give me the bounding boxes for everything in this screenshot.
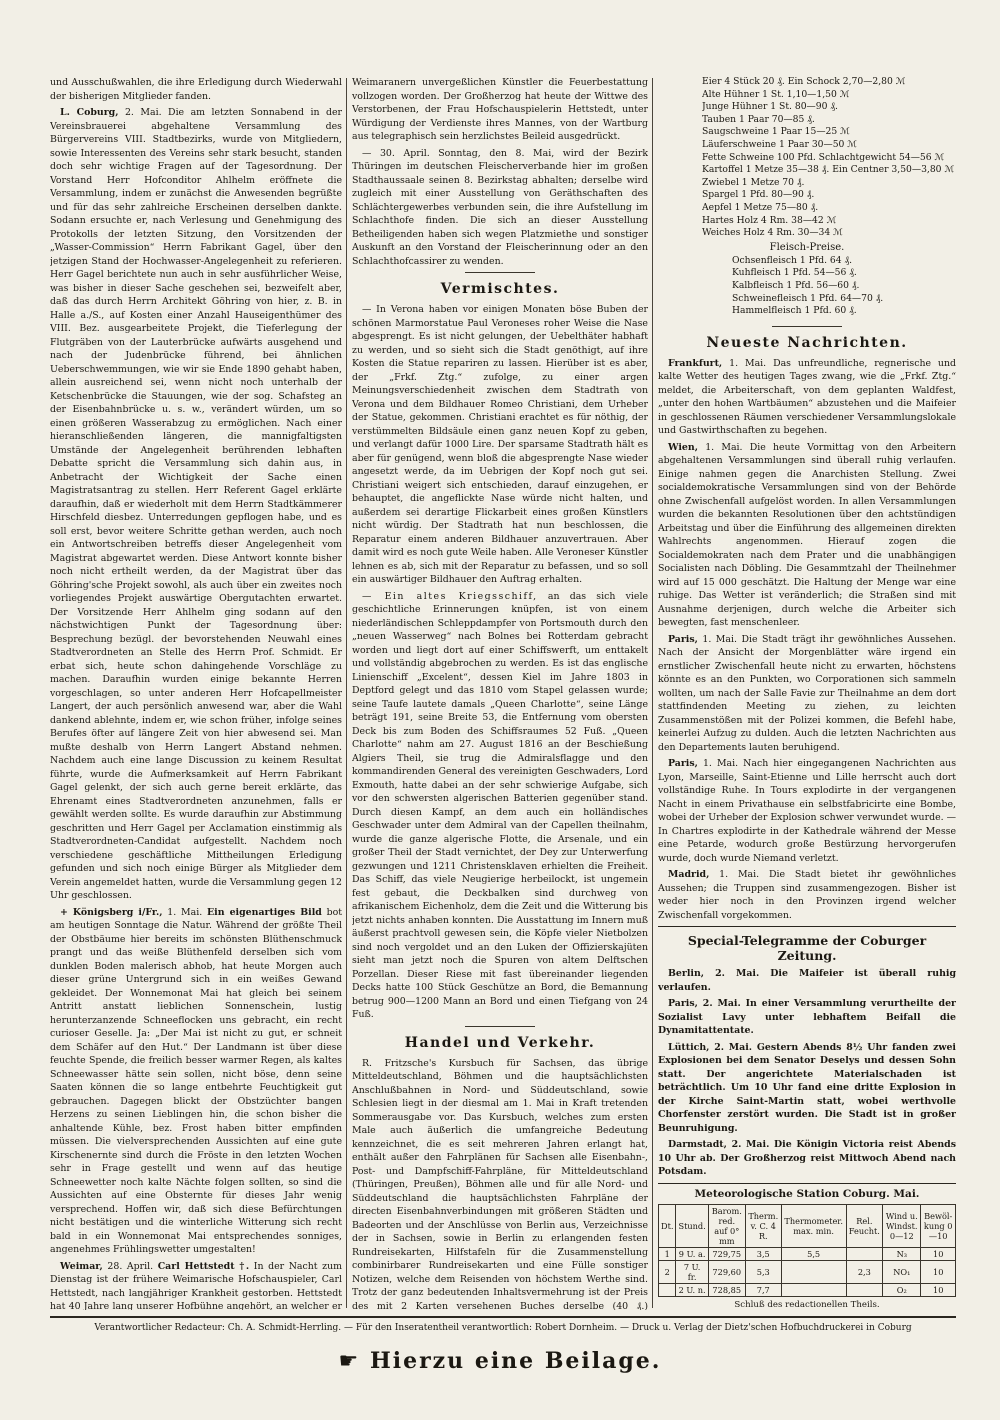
- table-cell: 7,7: [745, 1283, 781, 1296]
- supplement-text: Hierzu eine Beilage.: [369, 1348, 662, 1374]
- list-item: Weiches Holz 4 Rm. 30—34 ℳ: [702, 227, 843, 239]
- table-cell: 10: [921, 1247, 956, 1260]
- table-cell: 7 U. fr.: [676, 1260, 708, 1283]
- dateline-date: 1. Mai.: [167, 906, 203, 918]
- table-cell: 10: [921, 1260, 956, 1283]
- article-verona: — In Verona haben vor einigen Monaten böse Buben der schönen Marmorstatue Paul Veroneses roher Weise die Nase abgesprengt. Es ist nicht gelungen, der Uebelthäter habhaft zu werden, und so sieht sich die Stadt genöthigt, auf ihre Kosten die Statue repariren zu lassen. Hierüber ist es aber, der „Frkf. Ztg.“ zufolge, zu einer argen Meinungsverschiedenheit zwischen dem Stadtrath von Verona und dem Bildhauer Romeo Christiani, dem Urheber der Statue, gekommen. Christiani erachtet es für nöthig, der verstümmelten Bildsäule einen ganz neuen Kopf zu geben, und verlangt dafür 1000 Lire. Der sparsame Stadtrath hält es aber für genügend, wenn bloß die abgesprengte Nase wieder angesetzt werde, da im Uebrigen der Kopf noch gut sei. Christiani weigert sich entschieden, darauf einzugehen, er behauptet, die angeflickte Nase würde nicht halten, und außerdem sei derartige Flickarbeit eines großen Künstlers nicht würdig. Der Stadtrath hat nun beschlossen, die Reparatur einem anderen Bildhauer anzuvertrauen. Aber damit wird es noch gute Weile haben. Alle Veroneser Künstler lehnen es ab, sich mit der Reparatur zu befassen, und so soll ein auswärtiger Bildhauer den Auftrag erhalten.: [352, 304, 648, 585]
- weather-station-title: Meteorologische Station Coburg. Mai.: [694, 1187, 920, 1200]
- editorial-close-note: Schluß des redactionellen Theils.: [734, 1299, 880, 1310]
- meat-prices-list: [658, 255, 956, 318]
- table-header: Stund.: [676, 1204, 708, 1247]
- news-body: Die heute Vormittag von den Arbeitern abgehaltenen Versammlungen sind überall ruhig verlaufen. Einige nahmen gegen die Anarchisten Stellung. Zwei socialdemokratische Versammlungen sind von der Behörde ohne Zwischenfall aufgelöst worden. In allen Versammlungen wurden die bekannten Resolutionen über den achtstündigen Arbeitstag und über die Einführung des allgemeinen direkten Wahlrechts angenommen. Hierauf zogen die Socialdemokraten nach dem Prater und die unabhängigen Socialisten nach Döbling. Die Gesammtzahl der Theilnehmer wird auf 15 000 geschätzt. Die Haltung der Menge war eine ruhige. Das Wetter ist veränderlich; die Straßen sind mit Ausnahme derjenigen, durch welche die Arbeiter sich bewegten, fast menschenleer.: [658, 441, 956, 629]
- list-item: Läuferschweine 1 Paar 30—50 ℳ: [702, 138, 858, 150]
- table-cell: 9 U. a.: [676, 1247, 708, 1260]
- table-cell: [781, 1283, 846, 1296]
- imprint-line: Verantwortlicher Redacteur: Ch. A. Schmidt-Herrling. — Für den Inseratentheil verantwortlich: Robert Dornheim. — Druck u. Verlag der Dietz'schen Hofbuchdruckerei in Coburg: [94, 1323, 912, 1333]
- dateline-date: 1. Mai.: [705, 441, 743, 453]
- table-header: Wind u. Windst. 0—12: [883, 1204, 921, 1247]
- article-weimar: [50, 1260, 342, 1311]
- table-header: Thermometer. max. min.: [781, 1204, 846, 1247]
- section-heading-handel: Handel und Verkehr.: [404, 1034, 596, 1051]
- table-cell: 1: [659, 1247, 676, 1260]
- list-item: Kalbfleisch 1 Pfd. 56—60 ₰.: [732, 279, 860, 291]
- table-header: Therm. v. C. 4 R.: [745, 1204, 781, 1247]
- supplement-notice: [300, 1348, 700, 1374]
- article-text: Weimaranern unvergeßlichen Künstler die Feuerbestattung vollzogen worden. Der Großherzog hat heute der Wittwe des Verstorbenen, der Frau Hofschauspielerin Hettstedt, unter Würdigung der Verdienste ihres Mannes, von der Wartburg aus telegraphisch sein herzlichstes Beileid ausgedrückt.: [352, 77, 648, 142]
- table-row: [659, 1260, 956, 1283]
- list-item: Tauben 1 Paar 70—85 ₰.: [702, 113, 815, 125]
- meat-prices-title: Fleisch-Preise.: [769, 241, 845, 253]
- article-text: — 30. April. Sonntag, den 8. Mai, wird der Bezirk Thüringen im deutschen Fleischerverbande hier im großen Stadthaussaale seinen 8. Bezirkstag abhalten; derselbe wird zugleich mit einer Ausstellung von Geräthschaften des Schlächtergewerbes verbunden sein, die ihre Aufstellung im Schlachthofe finden. Die sich an dieser Ausstellung Betheiligenden haben sich wegen Platzmiethe und sonstiger Auskunft an den Vorstand der Fleischerinnung oder an den Schlachthofcassirer zu wenden.: [352, 147, 648, 267]
- table-cell: 10: [921, 1283, 956, 1296]
- dateline-date: 2. Mai.: [124, 107, 162, 118]
- column-left: [50, 76, 342, 1310]
- table-row: [659, 1247, 956, 1260]
- list-item: Kartoffel 1 Metze 35—38 ₰. Ein Centner 3,50—3,80 ℳ: [702, 164, 955, 176]
- dateline-date: 1. Mai.: [719, 869, 760, 881]
- dateline-date: 1. Mai.: [702, 633, 737, 645]
- telegram-darmstadt: Darmstadt, 2. Mai. Die Königin Victoria reist Abends 10 Uhr ab. Der Großherzog reist Mittwoch Abend nach Potsdam.: [658, 1139, 956, 1178]
- list-item: Fette Schweine 100 Pfd. Schlachtgewicht 54—56 ℳ: [702, 151, 945, 163]
- table-cell: N₃: [883, 1247, 921, 1260]
- news-wien: [658, 441, 956, 630]
- article-coburg: [50, 106, 342, 903]
- news-paris: [658, 633, 956, 755]
- article-body: In der Nacht zum Dienstag ist der frühere Weimarische Hofschauspieler, Carl Hettstedt, nach langjähriger Krankheit gestorben. Hettstedt hat 40 Jahre lang unserer Hofbühne angehört, an welcher er: [50, 1260, 342, 1310]
- weather-table: [658, 1204, 956, 1297]
- news-body: Nach hier eingegangenen Nachrichten aus Lyon, Marseille, Saint-Etienne und Lille herrscht auch dort vollständige Ruhe. In Tours explodirte in der vergangenen Nacht in einem Privathause ein selbstfabricirte eine Bombe, wobei der Urheber der Explosion schwer verwundet wurde. — In Chartres explodirte in der Kathedrale während der Messe eine Petarde, wodurch große Bestürzung hervorgerufen wurde, doch wurde Niemand verletzt.: [658, 758, 956, 864]
- list-item: Junge Hühner 1 St. 80—90 ₰.: [702, 101, 838, 113]
- table-cell: 2 U. n.: [676, 1283, 708, 1296]
- table-cell: [846, 1247, 883, 1260]
- pointing-hand-icon: ☛: [338, 1349, 361, 1374]
- list-item: Aepfel 1 Metze 75—80 ₰.: [702, 201, 819, 213]
- list-item: Saugschweine 1 Paar 15—25 ℳ: [702, 126, 850, 138]
- footer-rule: [50, 1316, 956, 1318]
- column-right: [658, 76, 956, 1310]
- section-rule: [658, 1183, 956, 1184]
- article-body: bot am heutigen Sonntage die Natur. Während der größte Theil der Obstbäume hier bereits im schönsten Blüthenschmuck prangt und das weiße Blüthenfeld derselben sich vom dunklen Boden malerisch abhob, hat heute Morgen auch dieser grüne Untergrund sich in ein weißes Gewand gekleidet. Der Wonnemonat Mai hat gleich bei seinem Antritt anstatt lieblichen Sonnenschein, lustig herunterzanzende Schneeflocken uns gebracht, ein recht curioser Geselle. Ja: „Der Mai ist nicht zu gut, er schneit dem Schäfer auf den Hut.“ Der Landmann ist über diese feuchte Spende, die freilich besser warmer Regen, als kaltes Schneewasser hätte sein sollen, nicht böse, denn seine Saaten können die so lange entbehrte Feuchtigkeit gut gebrauchen. Dagegen blickt der Obstzüchter bangen Herzens zu seinen Lieblingen hin, die schon bisher die anhaltende Kühle, bez. Frost haben bitter empfinden müssen. Die vielversprechenden Aussichten auf eine gute Kirschenernte sind durch die Fröste in den letzten Wochen sehr in Frage gestellt und wenn auf das heutige Schneewetter noch kalte Nächte folgen sollten, so sind die Aussichten auf eine Obsternte für dieses Jahr wenig versprechend. Hoffen wir, daß sich diese Befürchtungen nicht bestätigen und die winterliche Witterung sich recht bald in ein Wonnemonat Mai entsprechendes sonniges, angenehmes Frühlingswetter umgestalten!: [50, 906, 342, 1255]
- column-divider: [652, 78, 653, 1308]
- list-item: Schweinefleisch 1 Pfd. 64—70 ₰.: [732, 292, 884, 304]
- table-cell: O₂: [883, 1283, 921, 1296]
- list-item: Ochsenfleisch 1 Pfd. 64 ₰.: [732, 254, 853, 266]
- news-frankfurt: [658, 357, 956, 438]
- dateline-place: Paris,: [668, 633, 698, 645]
- table-cell: 3,5: [745, 1247, 781, 1260]
- telegram-heading: Special-Telegramme der Coburger Zeitung.: [687, 933, 927, 964]
- article-body: Die am letzten Sonnabend in der Vereinsbrauerei abgehaltene Versammlung des Bürgervereins VIII. Stadtbezirks, wurde von Mitgliedern, sowie Interessenten des Vereins sehr stark besucht, standen doch sehr wichtige Fragen auf der Tagesordnung. Der Vorstand Herr Hofconditor Ahlhelm eröffnete die Versammlung, indem er zunächst die Anwesenden begrüßte und für das sehr zahlreiche Erscheinen derselben dankte. Sodann ersuchte er, nach Verlesung und Genehmigung des Protokolls der letzten Sitzung, den Vorsitzenden der „Wasser-Commission“ Herrn Fabrikant Gagel, über den jetzigen Stand der Hochwasser-Angelegenheit zu referieren. Herr Gagel berichtete nun auch in sehr ausführlicher Weise, was bisher in dieser Sache geschehen sei, bezweifelt aber, daß das durch Herrn Architekt Göhring von hier, z. B. in Halle a./S., auf Kosten einer Anzahl Hauseigenthümer des VIII. Bez. ausgearbeitete Projekt, die Tieferlegung der Flutgräben von der Lauterbrücke aufwärts ausgehend und nach der Judenbrücke führend, bei ähnlichen Ueberschwemmungen, wie wir sie Ende 1890 gehabt haben, allein ausreichend sei, wenn nicht noch unterhalb der Ketschenbrücke die Stauungen, wie der sog. Schafsteg an der Eisenbahnbrücke u. s. w., verändert würden, um so einen größeren Wasserabzug zu ermöglichen. Nach einer hieranschließenden längeren, die mannigfaltigsten Umstände der Angelegenheit berührenden lebhaften Debatte spricht die Versammlung sich dahin aus, in Anbetracht der Wichtigkeit der Sache einen Magistratsantrag zu stellen. Herr Referent Gagel erklärte daraufhin, daß er wiederholt mit dem Herrn Stadtkämmerer Hirschfeld diesbez. Unterredungen gepflogen habe, und es soll erst, bevor weitere Schritte gethan werden, auch noch ein Antwortschreiben betreffs dieser Angelegenheit vom Magistrat abgewartet werden. Diese Antwort konnte bisher noch nicht ertheilt werden, da der Magistrat über das Göhring'sche Projekt sowohl, als auch über ein zweites noch vorliegendes Projekt auswärtige Obergutachten erwartet. Der Vorsitzende Herr Ahlhelm ging sodann auf den nächstwichtigen Punkt der Tagesordnung über: Besprechung bezügl. der bevorstehenden Neuwahl eines Stadtverordneten an Stelle des Herrn Prof. Schmidt. Er erbat sich, heute schon dahingehende Vorschläge zu machen. Daraufhin wurden einige bekannte Herren vorgeschlagen, so unter anderen Herr Hofcapellmeister Langert, der auch persönlich anwesend war, aber die Wahl dankend ablehnte, indem er, wie schon früher, infolge seines Berufes öfter auf längere Zeit von hier abwesend sei. Man mußte deshalb von Herrn Langert Abstand nehmen. Nachdem auch eine lange Discussion zu keinem Resultat führte, wurde die Aufmerksamkeit auf Herrn Fabrikant Gagel gelenkt, der sich auch gerne bereit erklärte, das Ehrenamt eines Stadtverordneten anzunehmen, falls er gewählt werden sollte. Es wurde daraufhin zur Abstimmung geschritten und Herr Gagel per Acclamation einstimmig als Stadtverordneten-Candidat aufgestellt. Nachdem noch verschiedene geschäftliche Mittheilungen Erledigung gefunden und sich noch einige Bürger als Mitglieder dem Verein angemeldet hatten, wurde die Versammlung gegen 12 Uhr geschlossen.: [50, 107, 342, 901]
- table-cell: [659, 1283, 676, 1296]
- news-body: Das unfreundliche, regnerische und kalte Wetter des heutigen Tages zwang, wie die „Frkf. Ztg.“ meldet, die Arbeiterschaft, von dem geplanten Waldfest, „unter den hohen Wartbäumen“ abzustehen und die Maifeier in geschlossenen Räumen verschiedener Versammlungslokale und Gastwirthschaften zu begehen.: [658, 357, 956, 437]
- table-header-row: [659, 1204, 956, 1247]
- dateline-place: Frankfurt,: [668, 357, 723, 369]
- section-heading-news: Neueste Nachrichten.: [706, 334, 908, 351]
- table-header: Dt.: [659, 1204, 676, 1247]
- article-kursbuch: R. Fritzsche's Kursbuch für Sachsen, das übrige Mitteldeutschland, Böhmen und die hauptsächlichsten Anschlußbahnen in Nord- und Süddeutschland, sowie Schlesien liegt in der diesmal am 1. Mai in Kraft tretenden Sommerausgabe vor. Das Kursbuch, welches zum ersten Male auch äußerlich die umfangreiche Bedeutung kennzeichnet, die es seit mehreren Jahren erlangt hat, enthält außer den Fahrplänen für Sachsen alle Eisenbahn-, Post- und Dampfschiff-Fahrpläne, für Mitteldeutschland (Thüringen, Preußen), Böhmen alle und für alle Nord- und Süddeutschland die hauptsächlichsten Fahrpläne der directen Eisenbahnverbindungen mit größeren Städten und Badeorten und der Anschlüsse von Berlin aus, Verzeichnisse der in Sachsen, sowie in Berlin zu erlangenden festen Rundreisekarten, Hilfstafeln für die Zusammenstellung combinirbarer Rundreisekarten und eine Fülle sonstiger Notizen, welche dem Reisenden von höchstem Werthe sind. Trotz der ganz bedeutenden Inhaltsvermehrung ist der Preis des mit 2 Karten versehenen Buches derselbe (40 ₰.): [352, 1057, 648, 1310]
- market-prices-list-continued: [658, 76, 956, 240]
- table-cell: 2,3: [846, 1260, 883, 1283]
- telegram-berlin: Berlin, 2. Mai. Die Maifeier ist überall ruhig verlaufen.: [658, 968, 956, 993]
- list-item: Hammelfleisch 1 Pfd. 60 ₰.: [732, 305, 857, 317]
- dateline-place: + Königsberg i/Fr.,: [60, 906, 163, 918]
- telegram-luettich: Lüttich, 2. Mai. Gestern Abends 8½ Uhr fanden zwei Explosionen bei dem Senator Deselys und dessen Sohn statt. Der angerichtete Materialschaden ist beträchtlich. Um 10 Uhr fand eine dritte Explosion in der Kirche Saint-Martin statt, wobei werthvolle Chorfenster zerstört wurden. Die Stadt ist in großer Beunruhigung.: [658, 1041, 956, 1134]
- list-item: Kuhfleisch 1 Pfd. 54—56 ₰.: [732, 267, 857, 279]
- table-header: Rel. Feucht.: [846, 1204, 883, 1247]
- article-kriegsschiff: [352, 590, 648, 1022]
- article-text: und Ausschußwahlen, die ihre Erledigung durch Wiederwahl der bisherigen Mitglieder fanden.: [50, 77, 342, 102]
- dateline-date: 1. Mai.: [702, 758, 739, 770]
- article-title: Carl Hettstedt †.: [157, 1260, 250, 1272]
- list-item: Alte Hühner 1 St. 1,10—1,50 ℳ: [702, 88, 850, 100]
- dateline-date: 1. Mai.: [729, 357, 767, 369]
- dateline-place: L. Coburg,: [60, 107, 119, 118]
- dateline-place: Madrid,: [668, 869, 710, 881]
- article-lead: — Ein altes Kriegsschiff,: [362, 590, 538, 602]
- table-row: [659, 1283, 956, 1296]
- table-cell: 729,75: [708, 1247, 745, 1260]
- table-cell: 5,3: [745, 1260, 781, 1283]
- section-rule: [465, 272, 535, 273]
- section-rule: [658, 926, 956, 927]
- section-heading-vermischtes: Vermischtes.: [440, 281, 560, 297]
- table-cell: 5,5: [781, 1247, 846, 1260]
- news-paris-2: [658, 757, 956, 865]
- table-header: Barom. red. auf 0° mm: [708, 1204, 745, 1247]
- table-header: Bewöl-kung 0—10: [921, 1204, 956, 1247]
- table-cell: NO₁: [883, 1260, 921, 1283]
- table-cell: [846, 1283, 883, 1296]
- dateline-date: 28. April.: [107, 1260, 154, 1272]
- telegram-paris: Paris, 2. Mai. In einer Versammlung verurtheilte der Sozialist Lavy unter lebhaftem Beifall die Dynamitattentate.: [658, 998, 956, 1037]
- table-cell: 729,60: [708, 1260, 745, 1283]
- list-item: Hartes Holz 4 Rm. 38—42 ℳ: [702, 214, 837, 226]
- news-body: Die Stadt bietet ihr gewöhnliches Aussehen; die Truppen sind zusammengezogen. Bisher ist weder hier noch in den Provinzen irgend welcher Zwischenfall vorgekommen.: [658, 869, 956, 921]
- list-item: Spargel 1 Pfd. 80—90 ₰.: [702, 189, 815, 201]
- table-cell: 728,85: [708, 1283, 745, 1296]
- news-madrid: [658, 868, 956, 922]
- table-cell: 2: [659, 1260, 676, 1283]
- article-koenigsberg: [50, 906, 342, 1257]
- list-item: Zwiebel 1 Metze 70 ₰.: [702, 176, 805, 188]
- list-item: Eier 4 Stück 20 ₰. Ein Schock 2,70—2,80 ℳ: [702, 76, 906, 87]
- column-divider: [346, 78, 347, 1308]
- dateline-place: Weimar,: [60, 1260, 103, 1272]
- news-body: Die Stadt trägt ihr gewöhnliches Aussehen. Nach der Ansicht der Morgenblätter wäre irgend ein ernstlicher Zwischenfall heute nicht zu erwarten, höchstens könnte es an den Punkten, wo Corporationen sich sammeln wollten, um nach der Salle Favie zur Theilnahme an dem dort stattfindenden Meeting zu ziehen, zu leichten Zusammenstößen mit der Polizei kommen, die Befehl habe, keinerlei Aufzug zu dulden. Auch die letzten Nachrichten aus den Departements lauten beruhigend.: [658, 633, 956, 753]
- article-title: Ein eigenartiges Bild: [207, 906, 322, 918]
- dateline-place: Paris,: [668, 758, 698, 770]
- article-body: an das sich viele geschichtliche Erinnerungen knüpfen, ist von einem niederländischen Schleppdampfer von Portsmouth durch den „neuen Wasserweg“ nach Bolnes bei Rotterdam gebracht worden und liegt dort auf einer Schiffswerft, um enttakelt und vollständig abgebrochen zu werden. Es ist das englische Linienschiff „Excelent“, dessen Kiel im Jahre 1803 in Deptford gelegt und das 1810 vom Stapel gelassen wurde; seine Taufe lautete damals „Queen Charlotte“, seine Länge beträgt 191, seine Breite 53, die Entfernung vom obersten Deck bis zum Boden des Schiffsraumes 52 Fuß. „Queen Charlotte“ nahm am 27. August 1816 an der Beschießung Algiers Theil, sie trug die Admiralsflagge und den kommandirenden General des vereinigten Geschwaders, Lord Exmouth, hatte dabei an der sehr schwierige Aufgabe, sich vor den schwersten algerischen Batterien gegenüber stand. Durch diesen Kampf, an dem auch ein holländisches Geschwader unter dem Admiral van der Capellen theilnahm, wurde die ganze algerische Flotte, die Arsenale, und ein großer Theil der Stadt vernichtet, der Dey zur Unterwerfung gezwungen und 1211 Christensklaven erhielten die Freiheit. Das Schiff, das viele Neugierige herbeilockt, ist ungemein fest gebaut, die Deckbalken sind durchweg von afrikanischem Eichenholz, dem die Zeit und die Witterung bis jetzt nichts anhaben konnten. Die Ausstattung im Innern muß äußerst prachtvoll gewesen sein, die Köpfe vieler Nietbolzen sind noch vergoldet und an den Luken der Offizierskajüten sieht man jetzt noch die Spuren von altem Delftschen Porzellan. Dieser Riese mit fast übereinander liegenden Decks hatte 100 Stück Geschütze an Bord, die Bemannung betrug 900—1200 Mann an Bord und einen Tiefgang von 24 Fuß.: [352, 590, 648, 1020]
- column-middle: [352, 76, 648, 1310]
- section-rule: [772, 326, 842, 327]
- dateline-place: Wien,: [668, 441, 698, 453]
- section-rule: [465, 1026, 535, 1027]
- table-cell: [781, 1260, 846, 1283]
